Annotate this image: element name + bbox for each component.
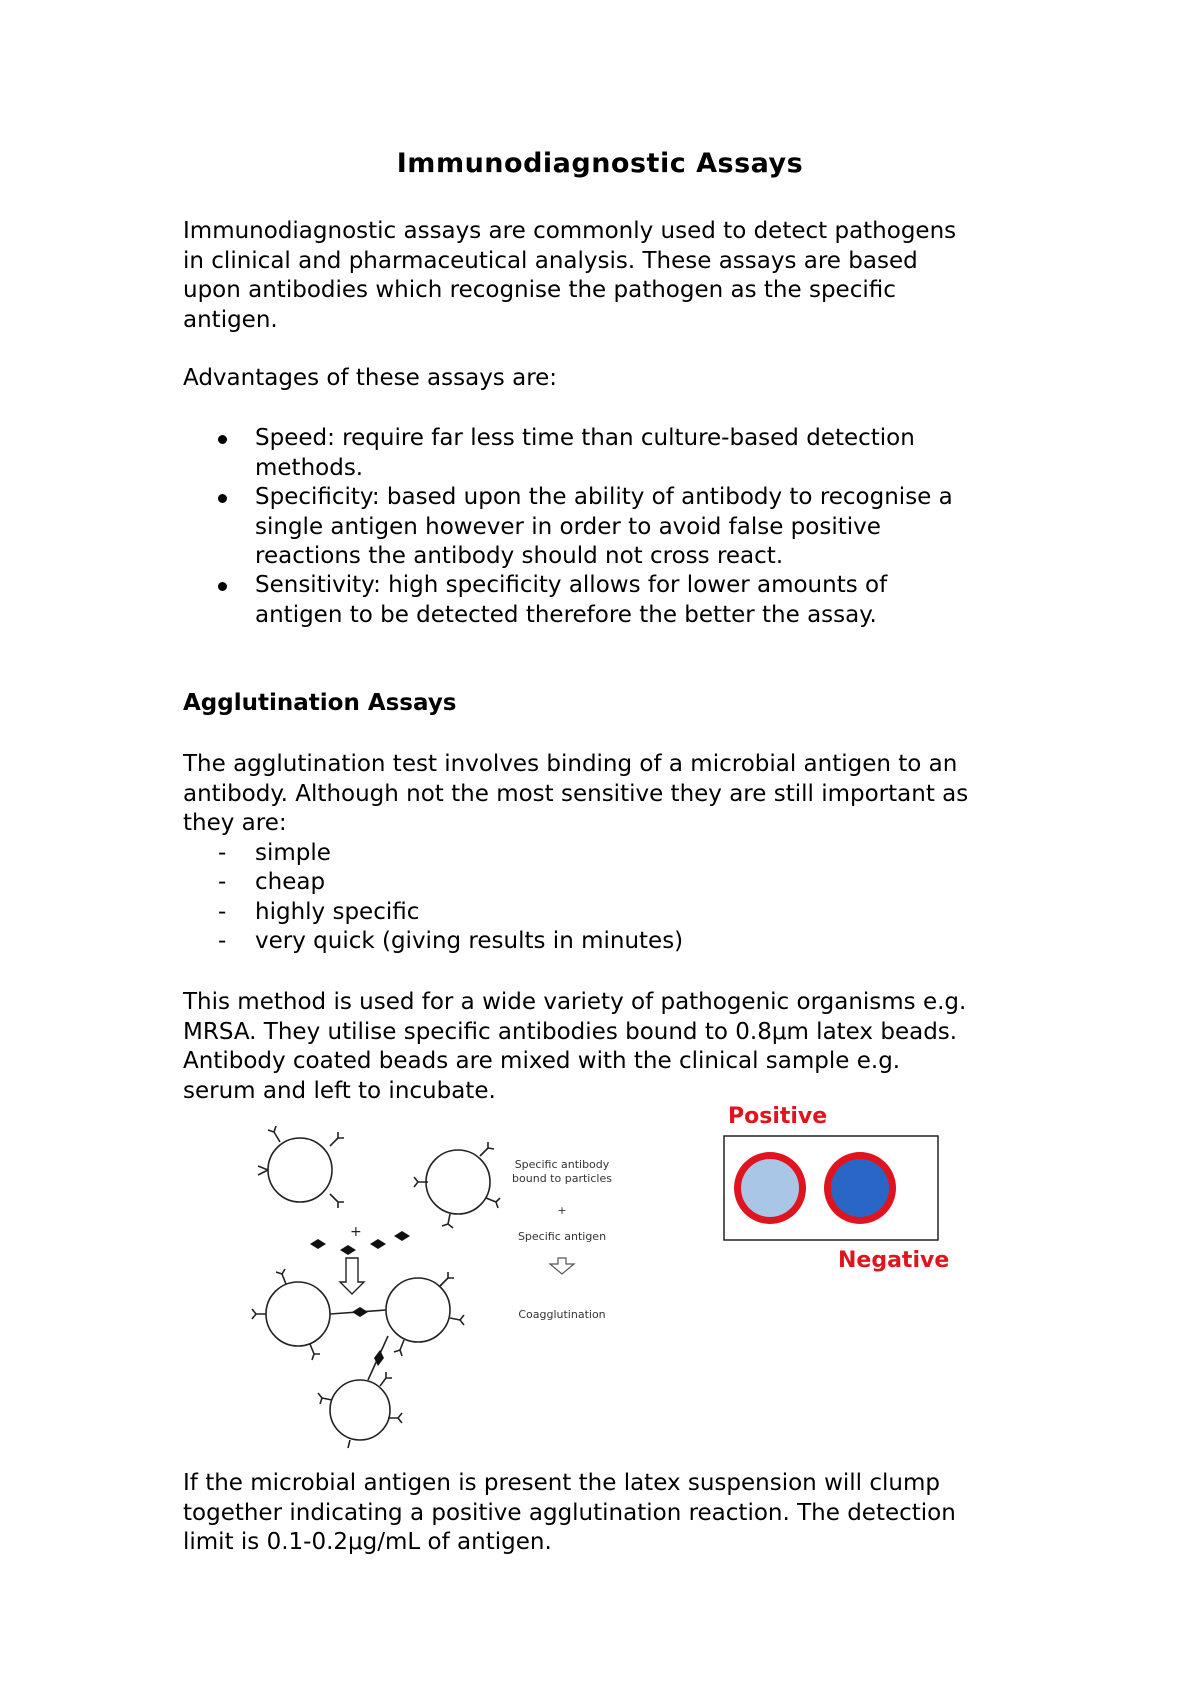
list-item-line: Speed: require far less time than culture-based detection (255, 425, 915, 451)
section-heading: Agglutination Assays (183, 690, 457, 716)
dash-marker: - (218, 869, 227, 895)
latex-bead-icon (266, 1282, 330, 1346)
list-item-line: Specificity: based upon the ability of antibody to recognise a (255, 484, 953, 510)
intro-line: upon antibodies which recognise the pathogen as the specific (183, 277, 896, 303)
bullet-icon (218, 435, 227, 444)
paragraph-line: Antibody coated beads are mixed with the clinical sample e.g. (183, 1048, 901, 1074)
list-item-label: simple (255, 840, 331, 866)
dash-marker: - (218, 928, 227, 954)
list-item-label: cheap (255, 869, 326, 895)
paragraph-line: MRSA. They utilise specific antibodies bound to 0.8μm latex beads. (183, 1018, 958, 1045)
paragraph-line: together indicating a positive agglutination reaction. The detection (183, 1499, 956, 1526)
conclusion-paragraph (183, 1469, 956, 1558)
latex-bead-icon (330, 1380, 390, 1440)
positive-label: Positive (728, 1104, 828, 1129)
paragraph-line: they are: (183, 810, 287, 836)
plus-sign: + (350, 1224, 362, 1240)
antigen-diamonds (310, 1231, 410, 1366)
intro-line: in clinical and pharmaceutical analysis. These assays are based (183, 247, 918, 274)
coagglutination-diagram (190, 1118, 950, 1458)
list-item-line: antigen to be detected therefore the better the assay. (255, 601, 877, 628)
list-item-label: very quick (giving results in minutes) (255, 928, 684, 954)
latex-beads (252, 1126, 500, 1448)
paragraph-line: This method is used for a wide variety of pathogenic organisms e.g. (183, 989, 967, 1015)
paragraph-line: limit is 0.1-0.2μg/mL of antigen. (183, 1529, 552, 1555)
down-arrow-icon (340, 1258, 364, 1294)
agglutination-intro (183, 750, 968, 839)
paragraph-line: serum and left to incubate. (183, 1077, 496, 1104)
figure-label: Coagglutination (518, 1308, 606, 1321)
dash-marker: - (218, 899, 227, 925)
page-title: Immunodiagnostic Assays (396, 148, 804, 179)
figure-label: Specific antigen (517, 1230, 607, 1243)
bullet-icon (218, 494, 227, 503)
latex-bead-icon (268, 1138, 332, 1202)
negative-label: Negative (838, 1248, 950, 1273)
method-paragraph (183, 988, 966, 1106)
latex-bead-icon (386, 1278, 450, 1342)
negative-well (831, 1159, 889, 1217)
figure-label: + (557, 1204, 567, 1217)
down-arrow-icon (550, 1258, 574, 1274)
intro-paragraph (183, 217, 956, 335)
list-item-line: reactions the antibody should not cross react. (255, 543, 784, 569)
figure-label: Specific antibody (514, 1158, 610, 1171)
list-item-line: single antigen however in order to avoid false positive (255, 513, 881, 540)
advantages-heading: Advantages of these assays are: (183, 365, 558, 391)
list-item-line: Sensitivity: high specificity allows for lower amounts of (255, 572, 888, 598)
paragraph-line: The agglutination test involves binding of a microbial antigen to an (183, 751, 958, 777)
list-item-label: highly specific (255, 899, 420, 925)
list-item-line: methods. (255, 454, 364, 481)
latex-bead-icon (426, 1150, 490, 1214)
intro-line: Immunodiagnostic assays are commonly used to detect pathogens (183, 218, 957, 244)
paragraph-line: If the microbial antigen is present the latex suspension will clump (183, 1470, 940, 1496)
dash-marker: - (218, 840, 227, 866)
paragraph-line: antibody. Although not the most sensitive they are still important as (183, 780, 969, 807)
bullet-icon (218, 582, 227, 591)
positive-well (741, 1159, 799, 1217)
intro-line: antigen. (183, 306, 278, 333)
figure-label: bound to particles (512, 1172, 612, 1185)
